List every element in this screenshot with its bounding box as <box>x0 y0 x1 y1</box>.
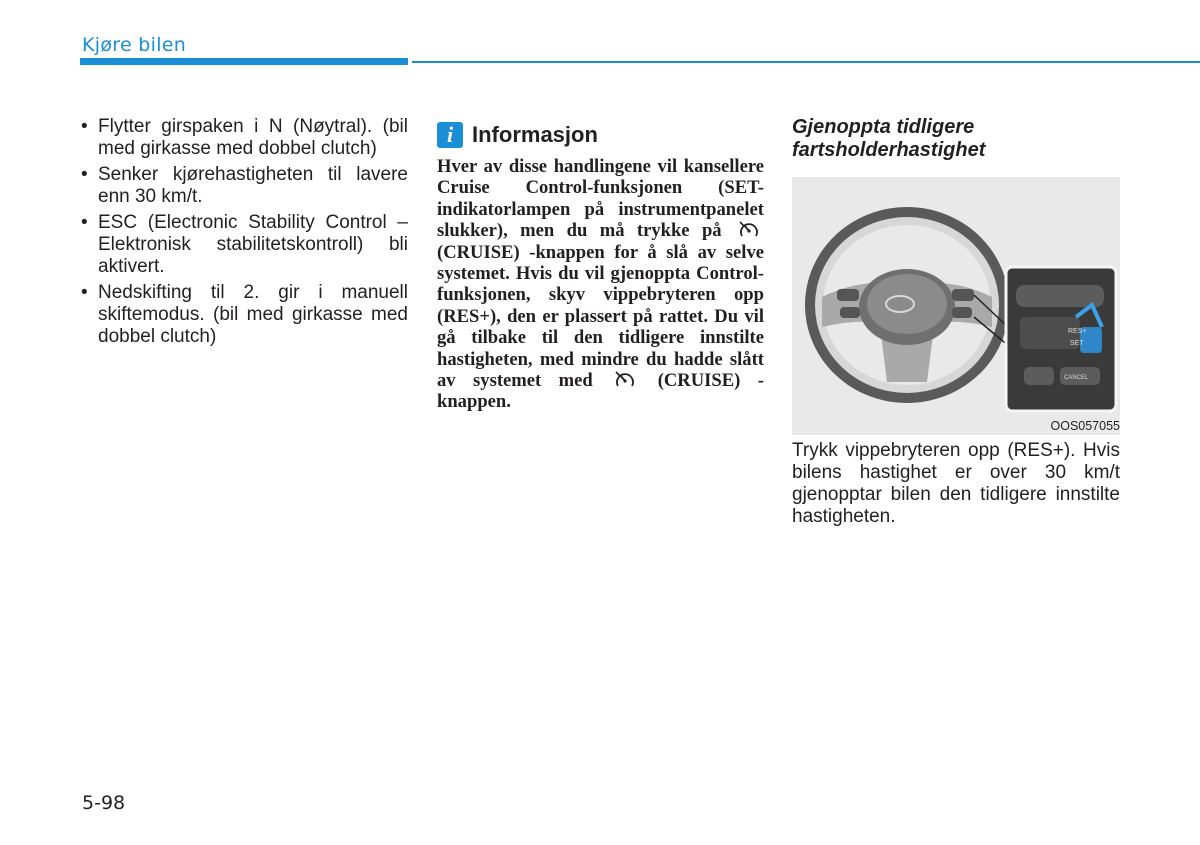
info-header <box>437 122 598 148</box>
header-rule-thin <box>412 61 1200 63</box>
info-title: Informasjon <box>472 122 598 147</box>
list-item: • Nedskifting til 2. gir i manuell skiftemodus. (bil med girkasse med dobbel clutch) <box>80 282 408 348</box>
list-item: • ESC (Electronic Stability Control – Elektronisk stabilitetskontroll) bli aktivert. <box>80 212 408 278</box>
cruise-icon <box>614 370 636 390</box>
header-rule-thick <box>80 58 408 65</box>
info-icon: i <box>437 122 463 148</box>
info-text-part3: (CRUISE) -knappen. <box>437 370 764 413</box>
info-text <box>437 156 764 413</box>
section-title: Kjøre bilen <box>82 34 187 56</box>
info-text-part2: (CRUISE) -knappen for å slå av selve systemet. Hvis du vil gjenoppta Control-funksjonen, skyv vippebryteren opp (RES+), den er plassert på rattet. Du vil gå tilbake til den tidligere innstilte hastigheten, med mindre du hadde slått av systemet med <box>437 241 764 392</box>
figure-code: OOS057055 <box>1050 419 1120 433</box>
steering-wheel-illustration <box>792 177 1120 435</box>
info-text-part1: Hver av disse handlingene vil kansellere Cruise Control-funksjonen (SET-indikatorlampen på instrumentpanelet slukker), men du må trykke på <box>437 156 764 242</box>
list-item: • Senker kjørehastigheten til lavere enn 30 km/t. <box>80 164 408 208</box>
condition-list <box>80 116 408 352</box>
res-label: RES+ <box>1068 328 1087 335</box>
resume-speed-heading: Gjenoppta tidligere fartsholderhastighet <box>792 116 986 161</box>
page-number: 5-98 <box>82 792 126 814</box>
list-item: • Flytter girspaken i N (Nøytral). (bil med girkasse med dobbel clutch) <box>80 116 408 160</box>
cruise-icon <box>738 220 760 240</box>
resume-instruction: Trykk vippebryteren opp (RES+). Hvis bilens hastighet er over 30 km/t gjenopptar bilen den tidligere innstilte hastigheten. <box>792 440 1120 527</box>
set-label: SET <box>1070 340 1084 347</box>
cancel-label: CANCEL <box>1064 375 1089 381</box>
steering-wheel-figure <box>792 177 1120 435</box>
